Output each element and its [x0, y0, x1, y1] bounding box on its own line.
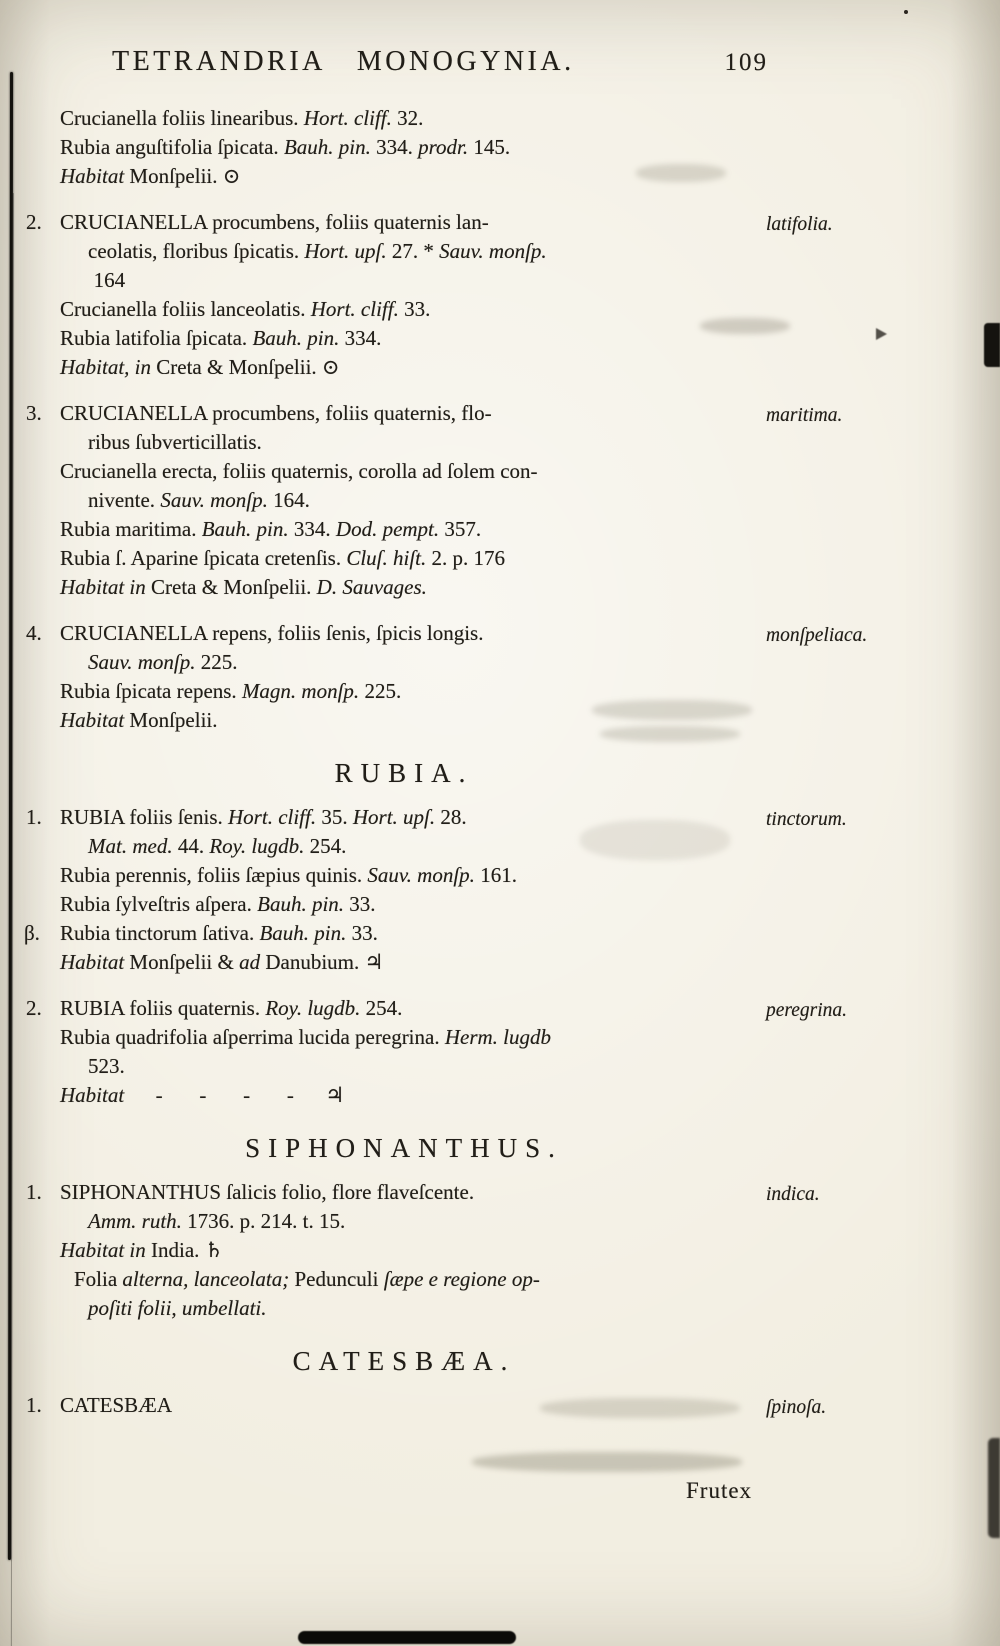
text-line: [60, 324, 760, 353]
roman-text: Rubia tinctorum ſativa.: [60, 921, 260, 945]
italic-text: ſæpe e regione op-: [383, 1267, 540, 1291]
roman-text: Folia: [74, 1267, 123, 1291]
text-line: [60, 573, 760, 602]
italic-text: Mat. med.: [88, 834, 178, 858]
text-line: [60, 803, 760, 832]
entry: [26, 1391, 827, 1420]
roman-text: SIPHONANTHUS ſalicis folio, flore flaveſcente.: [60, 1180, 475, 1204]
italic-text: Cluſ. hiſt.: [346, 546, 432, 570]
roman-text: Monſpelii &: [129, 950, 240, 974]
text-line: [60, 1207, 760, 1236]
roman-text: - - - - ♃: [124, 1083, 345, 1107]
roman-text: Crucianella erecta, foliis quaternis, corolla ad ſolem con-: [60, 459, 538, 483]
roman-text: Rubia ſ. Aparine ſpicata cretenſis.: [60, 546, 347, 570]
text-line: [60, 677, 760, 706]
italic-text: Bauh. pin.: [252, 326, 345, 350]
section-heading: CATESBÆA.: [292, 1346, 516, 1376]
roman-text: RUBIA foliis ſenis.: [60, 805, 229, 829]
roman-text: Rubia ſpicata repens.: [60, 679, 242, 703]
text-line: [60, 948, 760, 977]
scan-artifact-smudge: [472, 1452, 742, 1472]
text-line: [60, 832, 760, 861]
text-line: [60, 1236, 760, 1265]
italic-text: Sauv. monſp.: [160, 488, 274, 512]
italic-text: Hort. cliff.: [310, 297, 405, 321]
entry-number: 2.: [26, 996, 42, 1020]
entry-number: 4.: [26, 621, 42, 645]
italic-text: Bauh. pin.: [259, 921, 352, 945]
italic-text: Sauv. monſp.: [439, 239, 547, 263]
roman-text: CRUCIANELLA procumbens, foliis quaternis lan-: [60, 210, 489, 234]
roman-text: Monſpelii.: [129, 708, 218, 732]
italic-text: Habitat: [60, 164, 130, 188]
roman-text: Rubia latifolia ſpicata.: [60, 326, 253, 350]
text-line: [60, 266, 760, 295]
roman-text: 334.: [344, 326, 382, 350]
roman-text: Crucianella foliis linearibus.: [60, 106, 304, 130]
roman-text: RUBIA foliis quaternis.: [60, 996, 266, 1020]
italic-text: ad: [239, 950, 266, 974]
text-line: [60, 1391, 760, 1420]
roman-text: 225.: [364, 679, 402, 703]
italic-text: D. Sauvages.: [316, 575, 427, 599]
roman-text: Rubia ſylveſtris aſpera.: [60, 892, 258, 916]
text-line: [60, 133, 760, 162]
roman-text: CRUCIANELLA procumbens, foliis quaternis, flo-: [60, 401, 492, 425]
scan-artifact-right-smear: [988, 1438, 1000, 1538]
italic-text: poſiti folii, umbellati.: [88, 1296, 267, 1320]
text-line: [60, 162, 760, 191]
roman-text: Rubia perennis, foliis ſæpius quinis.: [60, 863, 368, 887]
text-line: [60, 861, 760, 890]
text-content: [24, 104, 868, 1437]
page-title: TETRANDRIA MONOGYNIA.: [112, 46, 575, 77]
entry: [24, 803, 847, 977]
text-line: [60, 457, 760, 486]
roman-text: 523.: [88, 1054, 125, 1078]
entry: [26, 619, 868, 735]
roman-text: 145.: [473, 135, 511, 159]
italic-text: alterna, lanceolata;: [122, 1267, 295, 1291]
roman-text: ceolatis, floribus ſpicatis.: [88, 239, 305, 263]
scan-artifact-binding-line: [8, 72, 13, 1560]
entry: [26, 994, 848, 1110]
text-line: [60, 1081, 760, 1110]
italic-text: Bauh. pin.: [257, 892, 350, 916]
roman-text: Pedunculi: [294, 1267, 384, 1291]
text-line: [60, 295, 760, 324]
italic-text: Hort. cliff.: [228, 805, 322, 829]
scan-artifact-bottom-bar: [298, 1631, 516, 1644]
roman-text: Creta & Monſpelii. ⊙: [156, 355, 340, 379]
italic-text: Amm. ruth.: [88, 1209, 188, 1233]
text-line: [60, 706, 760, 735]
margin-note: latifolia.: [766, 214, 833, 235]
italic-text: Bauh. pin.: [283, 135, 377, 159]
roman-text: CATESBÆA: [60, 1393, 173, 1417]
section-heading: RUBIA.: [334, 758, 474, 788]
italic-text: Herm. lugdb: [444, 1025, 552, 1049]
roman-text: 33.: [349, 892, 376, 916]
roman-text: Rubia quadrifolia aſperrima lucida peregrina.: [60, 1025, 445, 1049]
page-header: [112, 46, 768, 78]
roman-text: 44.: [177, 834, 210, 858]
roman-text: Danubium. ♃: [265, 950, 384, 974]
entry: [48, 104, 760, 191]
roman-text: 225.: [200, 650, 238, 674]
italic-text: Habitat: [60, 708, 130, 732]
italic-text: Habitat in: [60, 575, 152, 599]
italic-text: Sauv. monſp.: [88, 650, 201, 674]
italic-text: prodr.: [418, 135, 474, 159]
section-heading: SIPHONANTHUS.: [245, 1133, 563, 1163]
roman-text: 33.: [404, 297, 431, 321]
margin-note: monſpeliaca.: [766, 625, 868, 646]
text-line: [60, 208, 760, 237]
text-line: [60, 994, 760, 1023]
text-line: [60, 544, 760, 573]
roman-text: 254.: [365, 996, 403, 1020]
text-line: [60, 890, 760, 919]
italic-text: Magn. monſp.: [241, 679, 365, 703]
text-line: [60, 1265, 760, 1294]
italic-text: Hort. cliff.: [303, 106, 398, 130]
roman-text: Rubia maritima.: [60, 517, 202, 541]
scan-artifact-dot: [904, 10, 908, 14]
scan-artifact-arrow-mark: [876, 328, 887, 340]
text-line: [60, 237, 760, 266]
italic-text: Sauv. monſp.: [367, 863, 481, 887]
roman-text: 357.: [444, 517, 482, 541]
text-line: [60, 428, 760, 457]
roman-text: 334.: [293, 517, 336, 541]
italic-text: Habitat in: [60, 1238, 152, 1262]
scan-artifact-right-blob: [984, 323, 1000, 367]
italic-text: Habitat: [60, 1083, 125, 1107]
entry-number: 3.: [26, 401, 42, 425]
roman-text: 161.: [480, 863, 517, 887]
roman-text: ribus ſubverticillatis.: [88, 430, 262, 454]
text-line: [60, 1023, 760, 1052]
italic-text: Hort. upſ.: [352, 805, 441, 829]
roman-text: Monſpelii. ⊙: [129, 164, 241, 188]
roman-text: 35.: [321, 805, 353, 829]
roman-text: Crucianella foliis lanceolatis.: [60, 297, 311, 321]
roman-text: 27. *: [391, 239, 440, 263]
roman-text: 334.: [376, 135, 419, 159]
text-line: [24, 919, 760, 948]
text-line: [60, 515, 760, 544]
roman-text: Rubia anguſtifolia ſpicata.: [60, 135, 284, 159]
entry: [26, 208, 833, 382]
margin-note: tinctorum.: [766, 809, 847, 830]
roman-text: 28.: [440, 805, 467, 829]
roman-text: 164.: [273, 488, 310, 512]
text-line: [60, 1178, 760, 1207]
catchword: Frutex: [686, 1478, 753, 1503]
roman-text: 32.: [397, 106, 424, 130]
italic-text: Dod. pempt.: [335, 517, 445, 541]
text-line: [60, 486, 760, 515]
italic-text: Bauh. pin.: [201, 517, 294, 541]
roman-text: 1736. p. 214. t. 15.: [187, 1209, 346, 1233]
entry-number: 1.: [26, 1180, 42, 1204]
entry-number: 1.: [26, 805, 42, 829]
roman-text: 254.: [309, 834, 347, 858]
italic-text: Roy. lugdb.: [265, 996, 366, 1020]
text-line: [60, 399, 760, 428]
margin-note: peregrina.: [766, 1000, 848, 1021]
margin-note: maritima.: [766, 405, 843, 426]
entry: [26, 399, 843, 602]
text-line: [60, 104, 760, 133]
page-number: 109: [724, 49, 768, 76]
italic-text: Habitat, in: [60, 355, 157, 379]
entry-number: 2.: [26, 210, 42, 234]
margin-note: indica.: [766, 1184, 820, 1205]
entry-number: 1.: [26, 1393, 42, 1417]
line-marker: β.: [24, 921, 40, 945]
text-line: [60, 1294, 760, 1323]
roman-text: CRUCIANELLA repens, foliis ſenis, ſpicis longis.: [60, 621, 484, 645]
roman-text: nivente.: [88, 488, 161, 512]
margin-note: ſpinoſa.: [766, 1397, 827, 1418]
text-line: [60, 619, 760, 648]
text-line: [60, 1052, 760, 1081]
italic-text: Roy. lugdb.: [209, 834, 310, 858]
roman-text: Creta & Monſpelii.: [151, 575, 317, 599]
italic-text: Hort. upſ.: [304, 239, 392, 263]
italic-text: Habitat: [60, 950, 130, 974]
entry: [26, 1178, 820, 1323]
roman-text: 164: [93, 268, 126, 292]
roman-text: 2. p. 176: [431, 546, 506, 570]
text-line: [60, 648, 760, 677]
roman-text: 33.: [351, 921, 378, 945]
text-line: [60, 353, 760, 382]
roman-text: India. ♄: [151, 1238, 224, 1262]
